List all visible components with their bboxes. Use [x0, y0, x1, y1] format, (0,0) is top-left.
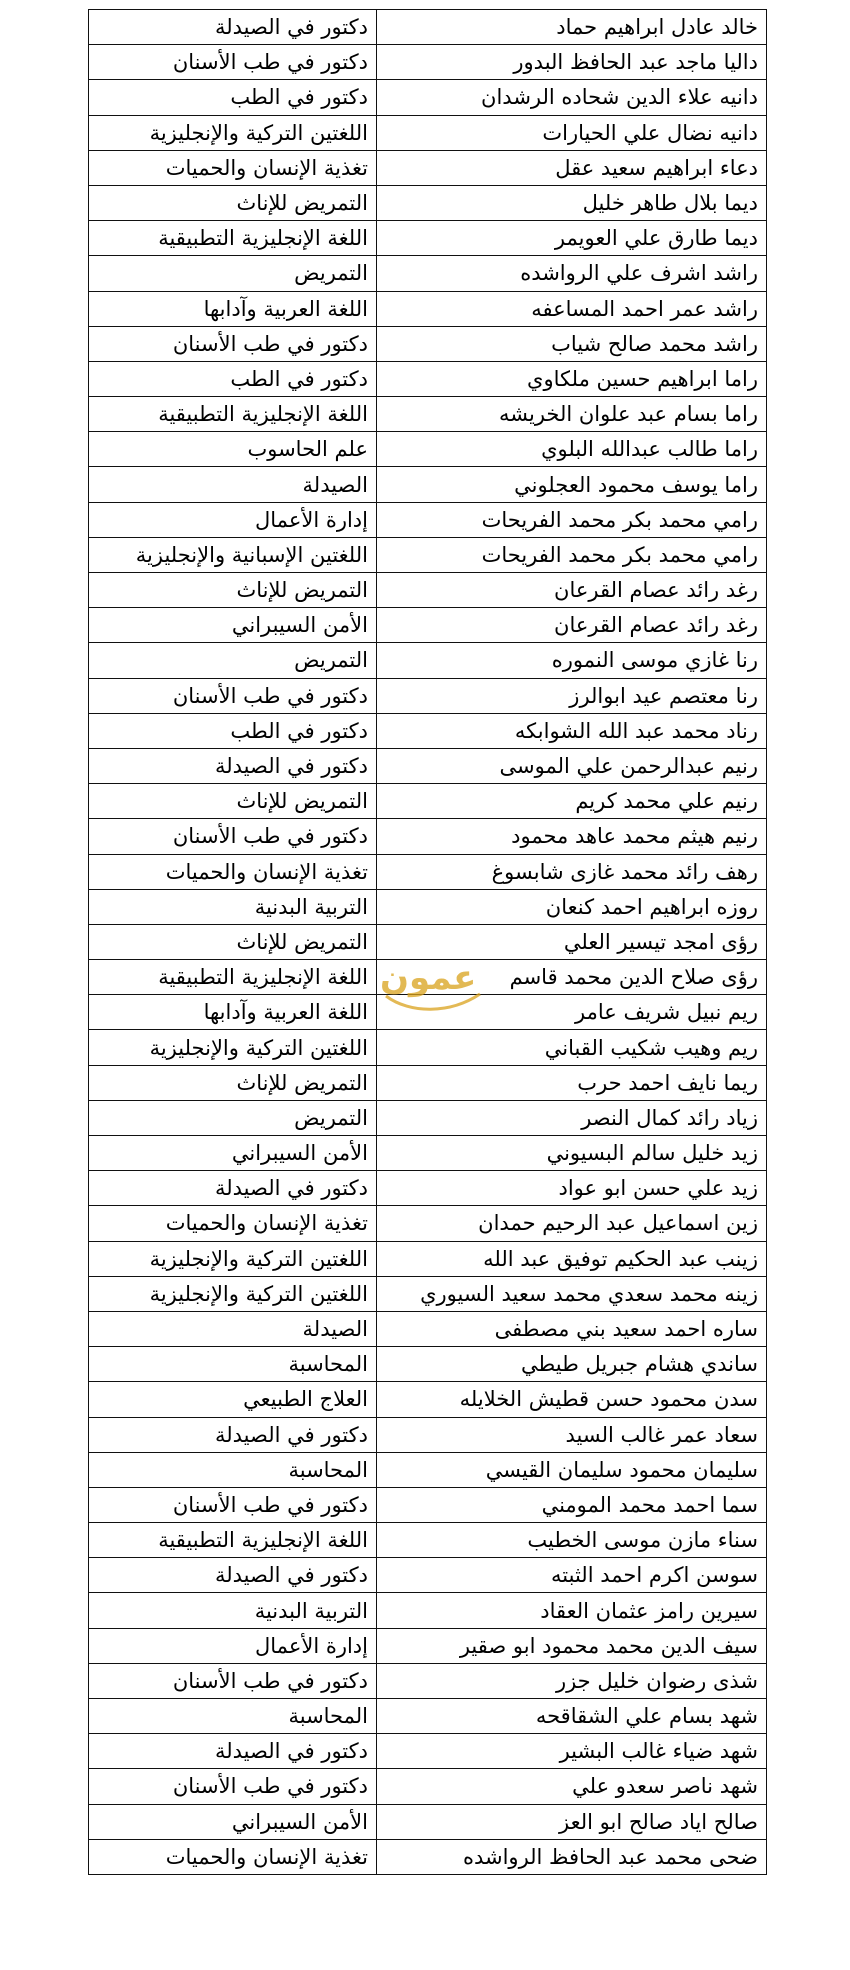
major-cell: اللغة الإنجليزية التطبيقية — [89, 221, 377, 256]
name-cell: سعاد عمر غالب السيد — [377, 1417, 767, 1452]
name-cell: شهد ضياء غالب البشير — [377, 1734, 767, 1769]
name-cell: دعاء ابراهيم سعيد عقل — [377, 150, 767, 185]
table-row — [89, 1311, 767, 1346]
name-cell: راشد عمر احمد المساعفه — [377, 291, 767, 326]
name-cell: ديما بلال طاهر خليل — [377, 185, 767, 220]
table-row — [89, 608, 767, 643]
major-cell: تغذية الإنسان والحميات — [89, 1206, 377, 1241]
students-table — [88, 9, 767, 1875]
major-cell: اللغة الإنجليزية التطبيقية — [89, 397, 377, 432]
table-row — [89, 10, 767, 45]
table-row — [89, 713, 767, 748]
major-cell: تغذية الإنسان والحميات — [89, 1839, 377, 1874]
major-cell: دكتور في طب الأسنان — [89, 1663, 377, 1698]
name-cell: رنا غازي موسى النموره — [377, 643, 767, 678]
name-cell: رغد رائد عصام القرعان — [377, 608, 767, 643]
major-cell: التمريض — [89, 1100, 377, 1135]
table-row — [89, 1136, 767, 1171]
name-cell: خالد عادل ابراهيم حماد — [377, 10, 767, 45]
major-cell: تغذية الإنسان والحميات — [89, 150, 377, 185]
table-row — [89, 643, 767, 678]
name-cell: سيرين رامز عثمان العقاد — [377, 1593, 767, 1628]
table-row — [89, 1804, 767, 1839]
name-cell: سما احمد محمد المومني — [377, 1487, 767, 1522]
name-cell: رامي محمد بكر محمد الفريحات — [377, 537, 767, 572]
major-cell: دكتور في طب الأسنان — [89, 819, 377, 854]
name-cell: راما طالب عبدالله البلوي — [377, 432, 767, 467]
table-row — [89, 1276, 767, 1311]
major-cell: دكتور في طب الأسنان — [89, 1769, 377, 1804]
table-row — [89, 1241, 767, 1276]
major-cell: المحاسبة — [89, 1699, 377, 1734]
table-row — [89, 1593, 767, 1628]
major-cell: المحاسبة — [89, 1347, 377, 1382]
watermark-text: عمون — [380, 958, 477, 998]
name-cell: رامي محمد بكر محمد الفريحات — [377, 502, 767, 537]
major-cell: التمريض للإناث — [89, 573, 377, 608]
major-cell: دكتور في الصيدلة — [89, 1417, 377, 1452]
major-cell: اللغة الإنجليزية التطبيقية — [89, 1523, 377, 1558]
name-cell: سليمان محمود سليمان القيسي — [377, 1452, 767, 1487]
major-cell: اللغتين التركية والإنجليزية — [89, 115, 377, 150]
name-cell: زين اسماعيل عبد الرحيم حمدان — [377, 1206, 767, 1241]
major-cell: الأمن السيبراني — [89, 1136, 377, 1171]
table-row — [89, 854, 767, 889]
table-row — [89, 502, 767, 537]
table-row — [89, 573, 767, 608]
major-cell: المحاسبة — [89, 1452, 377, 1487]
major-cell: الأمن السيبراني — [89, 608, 377, 643]
name-cell: رؤى امجد تيسير العلي — [377, 924, 767, 959]
name-cell: راشد اشرف علي الرواشده — [377, 256, 767, 291]
table-row — [89, 784, 767, 819]
name-cell: دانيه علاء الدين شحاده الرشدان — [377, 80, 767, 115]
table-row — [89, 1487, 767, 1522]
table-row — [89, 1628, 767, 1663]
major-cell: دكتور في الصيدلة — [89, 1171, 377, 1206]
major-cell: اللغتين التركية والإنجليزية — [89, 1241, 377, 1276]
table-row — [89, 115, 767, 150]
table-row — [89, 1171, 767, 1206]
table-row — [89, 819, 767, 854]
major-cell: دكتور في الصيدلة — [89, 10, 377, 45]
table-row — [89, 1839, 767, 1874]
table-row — [89, 45, 767, 80]
name-cell: راما ابراهيم حسين ملكاوي — [377, 361, 767, 396]
name-cell: سيف الدين محمد محمود ابو صقير — [377, 1628, 767, 1663]
table-row — [89, 467, 767, 502]
name-cell: شهد بسام علي الشقاقحه — [377, 1699, 767, 1734]
table-row — [89, 150, 767, 185]
name-cell: داليا ماجد عبد الحافظ البدور — [377, 45, 767, 80]
table-row — [89, 256, 767, 291]
name-cell: زيد خليل سالم البسيوني — [377, 1136, 767, 1171]
name-cell: راما يوسف محمود العجلوني — [377, 467, 767, 502]
major-cell: دكتور في الطب — [89, 713, 377, 748]
major-cell: التمريض للإناث — [89, 185, 377, 220]
name-cell: زينب عبد الحكيم توفيق عبد الله — [377, 1241, 767, 1276]
name-cell: رناد محمد عبد الله الشوابكه — [377, 713, 767, 748]
name-cell: رنيم علي محمد كريم — [377, 784, 767, 819]
major-cell: اللغتين التركية والإنجليزية — [89, 1030, 377, 1065]
table-row — [89, 537, 767, 572]
major-cell: التربية البدنية — [89, 889, 377, 924]
major-cell: العلاج الطبيعي — [89, 1382, 377, 1417]
name-cell: ضحى محمد عبد الحافظ الرواشده — [377, 1839, 767, 1874]
name-cell: رنيم عبدالرحمن علي الموسى — [377, 748, 767, 783]
major-cell: اللغة العربية وآدابها — [89, 995, 377, 1030]
table-row — [89, 924, 767, 959]
name-cell: ريما نايف احمد حرب — [377, 1065, 767, 1100]
name-cell: سوسن اكرم احمد الثبته — [377, 1558, 767, 1593]
major-cell: دكتور في الطب — [89, 80, 377, 115]
name-cell: سدن محمود حسن قطيش الخلايله — [377, 1382, 767, 1417]
table-row — [89, 748, 767, 783]
major-cell: إدارة الأعمال — [89, 1628, 377, 1663]
table-row — [89, 432, 767, 467]
name-cell: ريم نبيل شريف عامر — [377, 995, 767, 1030]
major-cell: دكتور في الصيدلة — [89, 1558, 377, 1593]
major-cell: اللغتين الإسبانية والإنجليزية — [89, 537, 377, 572]
major-cell: الصيدلة — [89, 467, 377, 502]
name-cell: زيد علي حسن ابو عواد — [377, 1171, 767, 1206]
table-row — [89, 397, 767, 432]
major-cell: دكتور في طب الأسنان — [89, 326, 377, 361]
table-row — [89, 1206, 767, 1241]
major-cell: تغذية الإنسان والحميات — [89, 854, 377, 889]
table-row — [89, 1065, 767, 1100]
major-cell: التربية البدنية — [89, 1593, 377, 1628]
table-row — [89, 1452, 767, 1487]
major-cell: الصيدلة — [89, 1311, 377, 1346]
name-cell: رنا معتصم عيد ابوالرز — [377, 678, 767, 713]
name-cell: ديما طارق علي العويمر — [377, 221, 767, 256]
name-cell: ساندي هشام جبريل طيطي — [377, 1347, 767, 1382]
major-cell: دكتور في الصيدلة — [89, 1734, 377, 1769]
name-cell: صالح اياد صالح ابو العز — [377, 1804, 767, 1839]
table-row — [89, 185, 767, 220]
major-cell: إدارة الأعمال — [89, 502, 377, 537]
major-cell: دكتور في طب الأسنان — [89, 45, 377, 80]
table-row — [89, 1347, 767, 1382]
name-cell: زياد رائد كمال النصر — [377, 1100, 767, 1135]
table-row — [89, 1734, 767, 1769]
major-cell: التمريض للإناث — [89, 924, 377, 959]
table-row — [89, 1523, 767, 1558]
table-row — [89, 80, 767, 115]
name-cell: دانيه نضال علي الحيارات — [377, 115, 767, 150]
name-cell: راشد محمد صالح شياب — [377, 326, 767, 361]
major-cell: دكتور في طب الأسنان — [89, 678, 377, 713]
table-row — [89, 1699, 767, 1734]
name-cell: شهد ناصر سعدو علي — [377, 1769, 767, 1804]
table-row — [89, 995, 767, 1030]
table-row — [89, 960, 767, 995]
name-cell: روزه ابراهيم احمد كنعان — [377, 889, 767, 924]
table-row — [89, 1417, 767, 1452]
major-cell: التمريض للإناث — [89, 1065, 377, 1100]
table-row — [89, 1100, 767, 1135]
name-cell: ساره احمد سعيد بني مصطفى — [377, 1311, 767, 1346]
name-cell: شذى رضوان خليل جزر — [377, 1663, 767, 1698]
major-cell: اللغة الإنجليزية التطبيقية — [89, 960, 377, 995]
table-row — [89, 221, 767, 256]
table-row — [89, 1663, 767, 1698]
table-row — [89, 678, 767, 713]
name-cell: ريم وهيب شكيب القباني — [377, 1030, 767, 1065]
major-cell: دكتور في طب الأسنان — [89, 1487, 377, 1522]
name-cell: رؤى صلاح الدين محمد قاسم — [377, 960, 767, 995]
table-row — [89, 1769, 767, 1804]
major-cell: اللغتين التركية والإنجليزية — [89, 1276, 377, 1311]
table-row — [89, 361, 767, 396]
table-row — [89, 1558, 767, 1593]
major-cell: التمريض للإناث — [89, 784, 377, 819]
table-row — [89, 1382, 767, 1417]
students-table-body — [89, 10, 767, 1875]
major-cell: اللغة العربية وآدابها — [89, 291, 377, 326]
name-cell: زينه محمد سعدي محمد سعيد السيوري — [377, 1276, 767, 1311]
name-cell: رهف رائد محمد غازى شابسوغ — [377, 854, 767, 889]
name-cell: رنيم هيثم محمد عاهد محمود — [377, 819, 767, 854]
major-cell: الأمن السيبراني — [89, 1804, 377, 1839]
name-cell: راما بسام عبد علوان الخريشه — [377, 397, 767, 432]
major-cell: دكتور في الصيدلة — [89, 748, 377, 783]
major-cell: دكتور في الطب — [89, 361, 377, 396]
name-cell: رغد رائد عصام القرعان — [377, 573, 767, 608]
table-row — [89, 291, 767, 326]
table-row — [89, 1030, 767, 1065]
major-cell: التمريض — [89, 256, 377, 291]
table-row — [89, 326, 767, 361]
major-cell: علم الحاسوب — [89, 432, 377, 467]
name-cell: سناء مازن موسى الخطيب — [377, 1523, 767, 1558]
table-row — [89, 889, 767, 924]
major-cell: التمريض — [89, 643, 377, 678]
